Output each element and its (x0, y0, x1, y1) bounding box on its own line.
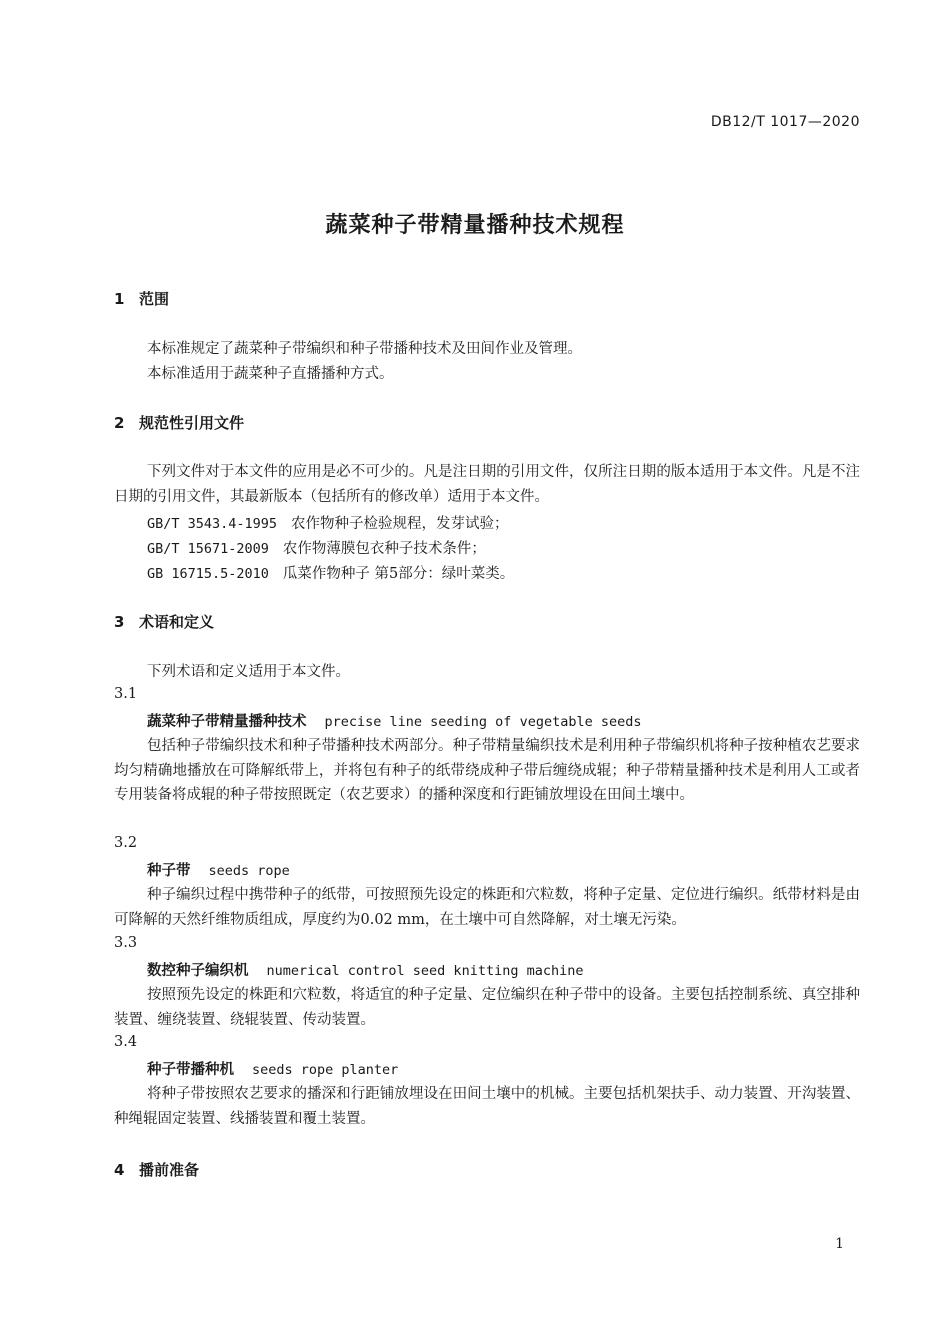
section-title: 范围 (139, 290, 170, 308)
section-number: 4 (114, 1161, 125, 1179)
term-definition: 包括种子带编织技术和种子带播种技术两部分。种子带精量编织技术是利用种子带编织机将种子按种植农艺要求均匀精确地播放在可降解纸带上，并将包有种子的纸带绕成种子带后缠绕成辊；种子带精量播种技术是利用人工或者专用装备将成辊的种子带按照既定（农艺要求）的播种深度和行距铺放埋设在田间土壤中。 (114, 738, 860, 803)
section-number: 2 (114, 414, 125, 432)
paragraph: 下列术语和定义适用于本文件。 (147, 664, 350, 680)
document-code: DB12/T 1017—2020 (710, 114, 860, 130)
reference-code: GB/T 3543.4-1995 (147, 516, 278, 532)
section-title: 播前准备 (139, 1161, 200, 1179)
clause-number: 3.1 (114, 686, 138, 702)
term-chinese: 数控种子编织机 (147, 963, 249, 979)
section-number: 1 (114, 290, 125, 308)
term-chinese: 种子带播种机 (147, 1062, 234, 1078)
term-definition: 将种子带按照农艺要求的播深和行距铺放埋设在田间土壤中的机械。主要包括机架扶手、动力装置、开沟装置、种绳辊固定装置、线播装置和覆土装置。 (114, 1086, 860, 1127)
term-english: numerical control seed knitting machine (266, 963, 584, 979)
reference-title: 农作物种子检验规程，发芽试验； (291, 516, 509, 532)
reference-code: GB 16715.5-2010 (147, 566, 269, 582)
term-entry (147, 710, 641, 731)
term-definition: 按照预先设定的株距和穴粒数，将适宜的种子定量、定位编织在种子带中的设备。主要包括控制系统、真空排种装置、缠绕装置、绕辊装置、传动装置。 (114, 987, 860, 1028)
reference-item (147, 562, 514, 583)
paragraph: 下列文件对于本文件的应用是必不可少的。凡是注日期的引用文件，仅所注日期的版本适用于本文件。凡是不注日期的引用文件，其最新版本（包括所有的修改单）适用于本文件。 (114, 464, 860, 505)
section-heading-normative-references (114, 412, 244, 433)
reference-title: 瓜菜作物种子 第5部分：绿叶菜类。 (282, 566, 515, 582)
term-entry (147, 859, 290, 880)
section-title: 术语和定义 (139, 613, 215, 631)
section-heading-scope (114, 288, 169, 309)
term-entry (147, 1058, 398, 1079)
section-heading-terms (114, 611, 214, 632)
clause-number: 3.3 (114, 935, 138, 951)
page-number: 1 (835, 1236, 844, 1252)
term-chinese: 种子带 (147, 863, 191, 879)
reference-item (147, 512, 509, 533)
clause-number: 3.2 (114, 835, 138, 851)
document-title: 蔬菜种子带精量播种技术规程 (325, 213, 625, 238)
reference-code: GB/T 15671-2009 (147, 541, 269, 557)
term-english: seeds rope planter (252, 1062, 399, 1078)
term-english: precise line seeding of vegetable seeds (324, 714, 642, 730)
section-title: 规范性引用文件 (139, 414, 245, 432)
paragraph: 本标准适用于蔬菜种子直播播种方式。 (147, 366, 394, 382)
reference-title: 农作物薄膜包衣种子技术条件； (282, 541, 486, 557)
term-definition: 种子编织过程中携带种子的纸带，可按照预先设定的株距和穴粒数，将种子定量、定位进行编织。纸带材料是由可降解的天然纤维物质组成，厚度约为0.02 mm，在土壤中可自然降解，对土壤无污染。 (114, 887, 860, 928)
term-english: seeds rope (208, 863, 290, 879)
term-entry (147, 959, 583, 980)
reference-item (147, 537, 486, 558)
section-number: 3 (114, 613, 125, 631)
clause-number: 3.4 (114, 1034, 138, 1050)
paragraph: 本标准规定了蔬菜种子带编织和种子带播种技术及田间作业及管理。 (147, 341, 582, 357)
section-heading-preparation (114, 1159, 199, 1180)
term-chinese: 蔬菜种子带精量播种技术 (147, 714, 307, 730)
